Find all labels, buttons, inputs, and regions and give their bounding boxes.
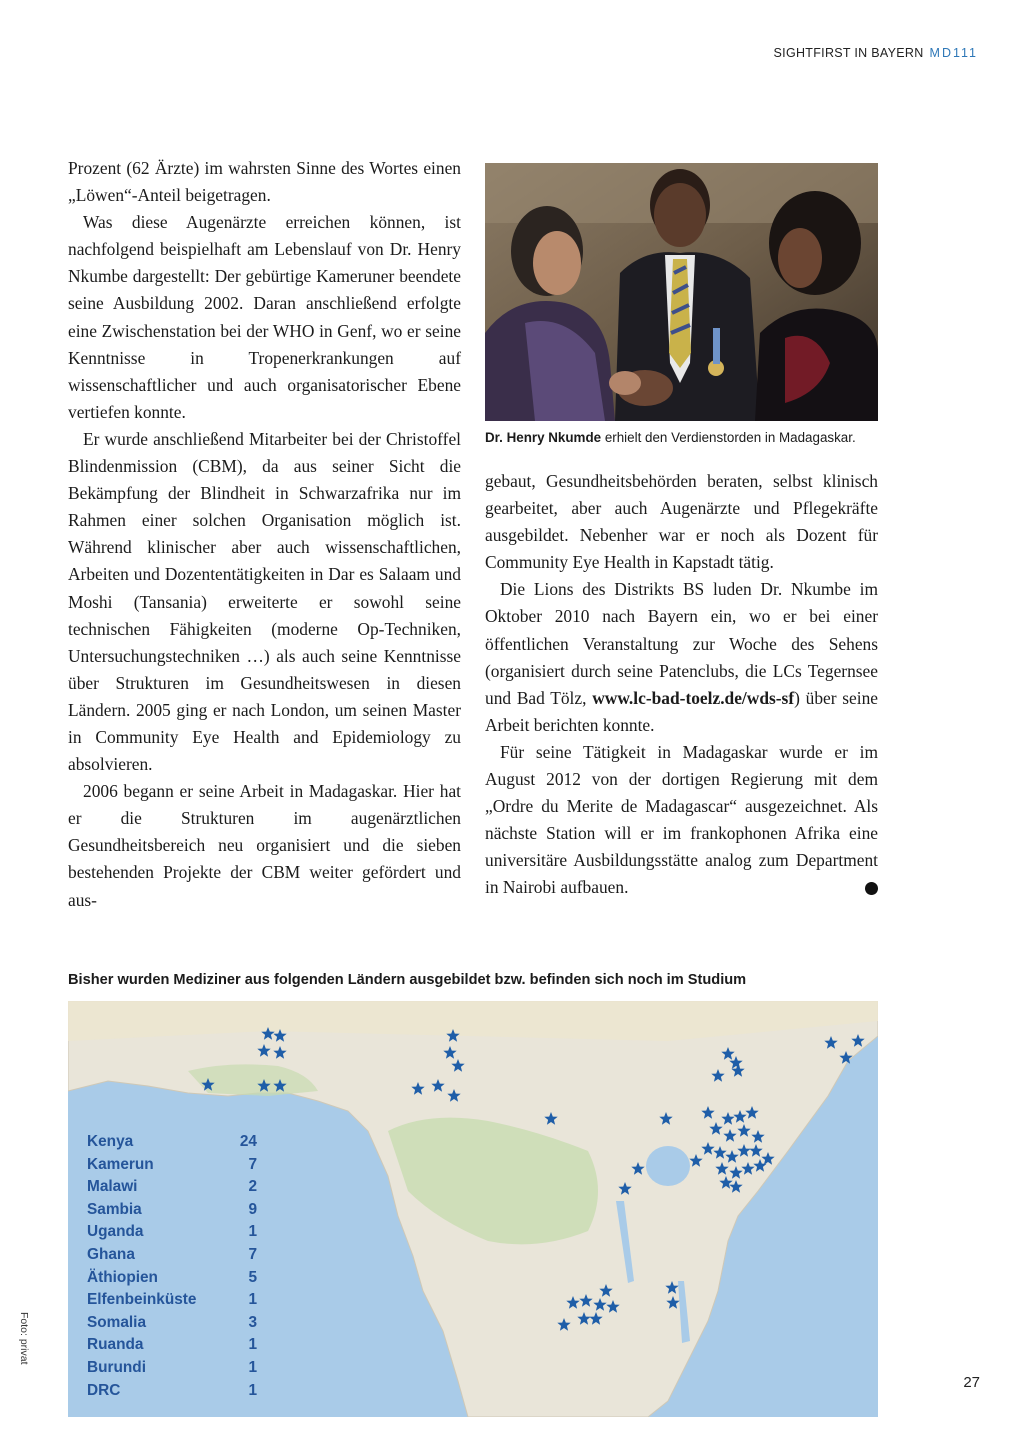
legend-row	[87, 1380, 257, 1403]
legend-row	[87, 1244, 257, 1267]
africa-map	[68, 1001, 878, 1417]
lions-end-mark-icon: L	[865, 882, 878, 895]
running-header	[774, 46, 978, 60]
photo-illustration	[485, 163, 878, 421]
legend-country: Somalia	[87, 1313, 147, 1331]
legend-row	[87, 1267, 257, 1290]
legend-count: 7	[248, 1245, 257, 1263]
legend-row	[87, 1357, 257, 1380]
legend-row	[87, 1312, 257, 1335]
paragraph: 2006 begann er seine Arbeit in Madagaskar. Hier hat er die Strukturen im augenärztlichen Gesundheitsbereich neu organisiert und die sieben bestehenden Projekte der CBM weiter gefördert und aus-	[68, 781, 461, 910]
legend-country: Malawi	[87, 1178, 138, 1196]
district-code: MD111	[929, 46, 978, 60]
legend-country: Kenya	[87, 1133, 134, 1150]
right-text-column	[485, 468, 886, 902]
map-title: Bisher wurden Mediziner aus folgenden Ländern ausgebildet bzw. befinden sich noch im Studium	[68, 972, 747, 988]
legend-country: Ruanda	[87, 1336, 144, 1354]
caption-name: Dr. Henry Nkumde	[485, 430, 602, 445]
paragraph-text: ) über seine Arbeit berichten konnte.	[485, 687, 879, 735]
caption-text: erhielt den Verdienstorden in Madagaskar.	[601, 430, 856, 445]
legend-count: 9	[248, 1200, 257, 1218]
legend-row	[87, 1176, 257, 1199]
country-legend	[87, 1131, 257, 1402]
legend-country: DRC	[87, 1381, 121, 1399]
legend-count: 1	[248, 1291, 257, 1309]
paragraph-text: Für seine Tätigkeit in Madagaskar wurde er im August 2012 von der dortigen Regierung mit dem „Ordre du Merite de Madagascar“ ausgezeichnet. Als nächste Station will er im frankophonen Afrika eine universitäre Ausbildungsstätte analog zum Department in Nairobi aufbauen.	[485, 741, 878, 898]
legend-count: 3	[248, 1313, 257, 1331]
legend-row	[87, 1154, 257, 1177]
legend-count: 1	[248, 1358, 257, 1376]
legend-country: Uganda	[87, 1223, 144, 1241]
legend-row	[87, 1131, 257, 1154]
legend-country: Burundi	[87, 1358, 146, 1376]
legend-count: 7	[248, 1155, 257, 1173]
legend-count: 1	[248, 1336, 257, 1354]
paragraph	[485, 739, 886, 902]
paragraph: Er wurde anschließend Mitarbeiter bei der Christoffel Blindenmission (CBM), da aus seiner Sicht die Bekämpfung der Blindheit in Schwarzafrika nur im Rahmen einer solchen Organisation möglich ist. Während klinischer aber auch wissenschaftlichen, Arbeiten und Dozententätigkeiten in Dar es Salaam und Moshi (Tansania) erweiterte er sowohl seine technischen Fähigkeiten (moderne Op-Techniken, Untersuchungstechniken …) als auch seine Kenntnisse über Strukturen im Gesundheitswesen in diesen Ländern. 2005 ging er nach London, um seinen Master in Community Eye Health and Epidemiology zu absolvieren.	[68, 428, 461, 775]
legend-row	[87, 1334, 257, 1357]
legend-row	[87, 1221, 257, 1244]
award-photo	[485, 163, 878, 421]
legend-count: 2	[248, 1178, 257, 1196]
legend-count: 24	[239, 1133, 257, 1150]
lake-victoria	[646, 1146, 690, 1186]
paragraph: gebaut, Gesundheitsbehörden beraten, selbst klinisch gearbeitet, aber auch Augenärzte und Pflegekräfte ausgebildet. Nebenher war er noch als Dozent für Community Eye Health in Kapstadt tätig.	[485, 471, 878, 573]
paragraph: Prozent (62 Ärzte) im wahrsten Sinne des Wortes einen „Löwen“-Anteil beigetragen.	[68, 158, 461, 206]
legend-country: Elfenbeinküste	[87, 1291, 197, 1309]
section-title: SIGHTFIRST IN BAYERN	[773, 46, 924, 60]
club-link[interactable]: www.lc-bad-toelz.de/wds-sf	[592, 687, 795, 708]
photo-credit: Foto: privat	[18, 1312, 30, 1365]
legend-row	[87, 1199, 257, 1222]
paragraph	[485, 576, 878, 739]
legend-row	[87, 1289, 257, 1312]
legend-count: 5	[248, 1268, 257, 1286]
legend-count: 1	[248, 1381, 257, 1399]
legend-country: Sambia	[87, 1200, 142, 1218]
paragraph: Was diese Augenärzte erreichen können, ist nachfolgend beispielhaft am Lebenslauf von Dr. Henry Nkumbe dargestellt: Der gebürtige Kameruner beendete seine Ausbildung 2002. Daran anschließend erfolgte eine Zwischenstation bei der WHO in Genf, wo er seine Kenntnisse in Tropenerkrankungen auf wissenschaftlicher und auch organisatorischer Ebene vertiefen konnte.	[68, 212, 461, 422]
legend-count: 1	[248, 1223, 257, 1241]
legend-country: Äthiopien	[87, 1268, 158, 1286]
left-text-column	[68, 155, 461, 914]
paragraph-text: Die Lions des Distrikts BS luden Dr. Nkumbe im Oktober 2010 nach Bayern ein, wo er bei einer öffentlichen Veranstaltung zur Woche des Sehens (organisiert durch seine Patenclubs, die LCs Tegernsee und Bad Tölz,	[485, 579, 878, 708]
legend-country: Ghana	[87, 1245, 135, 1263]
page-number: 27	[963, 1374, 980, 1391]
photo-caption	[485, 429, 880, 447]
legend-country: Kamerun	[87, 1155, 154, 1173]
